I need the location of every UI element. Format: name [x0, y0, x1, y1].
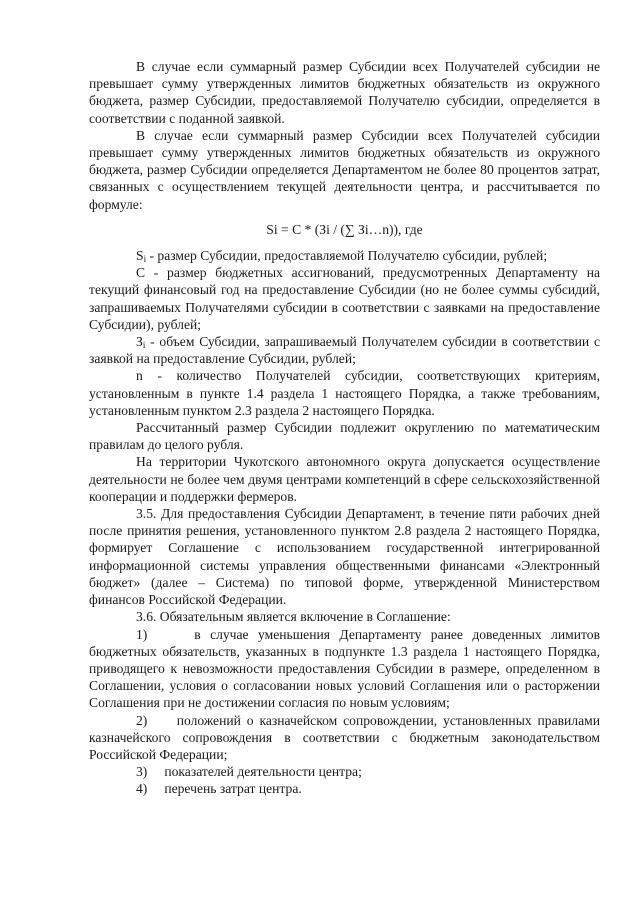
paragraph-3-5: 3.5. Для предоставления Субсидии Департамент, в течение пяти рабочих дней после принятия решения, установленного пунктом 2.8 раздела 2 настоящего Порядка, формирует Соглашение с использованием государственной интегрированной информационной системы управления общественными финансами «Электронный бюджет» (далее – Система) по типовой форме, утвержденной Министерством финансов Российской Федерации. [89, 506, 600, 608]
list-item-text: в случае уменьшения Департаменту ранее доведенных лимитов бюджетных обязательств, указанных в подпункте 1.3 раздела 1 настоящего Порядка, приводящего к невозможности предоставления Субсидии в размере, определенном в Соглашении, условия о согласовании новых условий Соглашения или о расторжении Соглашения при не достижении согласия по новым условиям; [89, 626, 600, 711]
list-item-2 [89, 712, 600, 764]
list-item-number: 1) [136, 626, 148, 642]
agreement-items-list [89, 626, 600, 798]
definition-z-symbol: З [136, 334, 143, 350]
paragraph-within-limits: В случае если суммарный размер Субсидии всех Получателей субсидии не превышает сумму утвержденных лимитов бюджетных обязательств из окружного бюджета, размер Субсидии, предоставляемой Получателю субсидии, определяется в соответствии с поданной заявкой. [89, 59, 600, 126]
definition-s-subscript: i [143, 254, 147, 265]
list-item-text: положений о казначейском сопровождении, установленных правилами казначейского сопровождения в соответствии с бюджетным законодательством Российской Федерации; [89, 712, 600, 762]
list-item-number: 3) [136, 764, 148, 780]
list-item-3 [89, 763, 600, 780]
list-item-text: перечень затрат центра. [164, 781, 302, 797]
paragraph-exceeds-limits: В случае если суммарный размер Субсидии всех Получателей субсидии превышает сумму утвержденных лимитов бюджетных обязательств из окружного бюджета, размер Субсидии определяется Департаментом не более 80 процентов затрат, связанных с осуществлением текущей деятельности центра, и рассчитывается по формуле: [89, 127, 600, 212]
definition-s-symbol: S [136, 248, 144, 264]
definition-s-text: - размер Субсидии, предоставляемой Получателю субсидии, рублей; [146, 248, 548, 264]
list-item-4 [89, 780, 600, 797]
list-item-number: 4) [136, 781, 148, 797]
paragraph-chukotka: На территории Чукотского автономного округа допускается осуществление деятельности не более чем двумя центрами компетенций в сфере сельскохозяйственной кооперации и поддержки фермеров. [89, 454, 600, 504]
list-item-1 [89, 626, 600, 712]
list-item-text: показателей деятельности центра; [164, 764, 362, 780]
definition-z [89, 333, 600, 367]
definition-z-text: - объем Субсидии, запрашиваемый Получателем субсидии в соответствии с заявкой на предоставление Субсидии, рублей; [89, 334, 600, 367]
list-item-number: 2) [136, 712, 148, 728]
definition-z-subscript: i [142, 340, 146, 351]
definition-n: n - количество Получателей субсидии, соответствующих критериям, установленным в пункте 1.4 раздела 1 настоящего Порядка, а также требованиям, установленным пунктом 2.3 раздела 2 настоящего Порядка. [89, 368, 600, 418]
definition-c: C - размер бюджетных ассигнований, предусмотренных Департаменту на текущий финансовый год на предоставление Субсидии (но не более суммы субсидий, запрашиваемых Получателями субсидии в соответствии с заявками на предоставление Субсидии), рублей; [89, 265, 600, 332]
subsidy-formula: Si = C * (Зi / (∑ Зi…n)), где [266, 221, 423, 237]
paragraph-rounding: Рассчитанный размер Субсидии подлежит округлению по математическим правилам до целого рубля. [89, 420, 600, 453]
paragraph-3-6: 3.6. Обязательным является включение в Соглашение: [136, 609, 451, 625]
definition-s [89, 247, 600, 264]
